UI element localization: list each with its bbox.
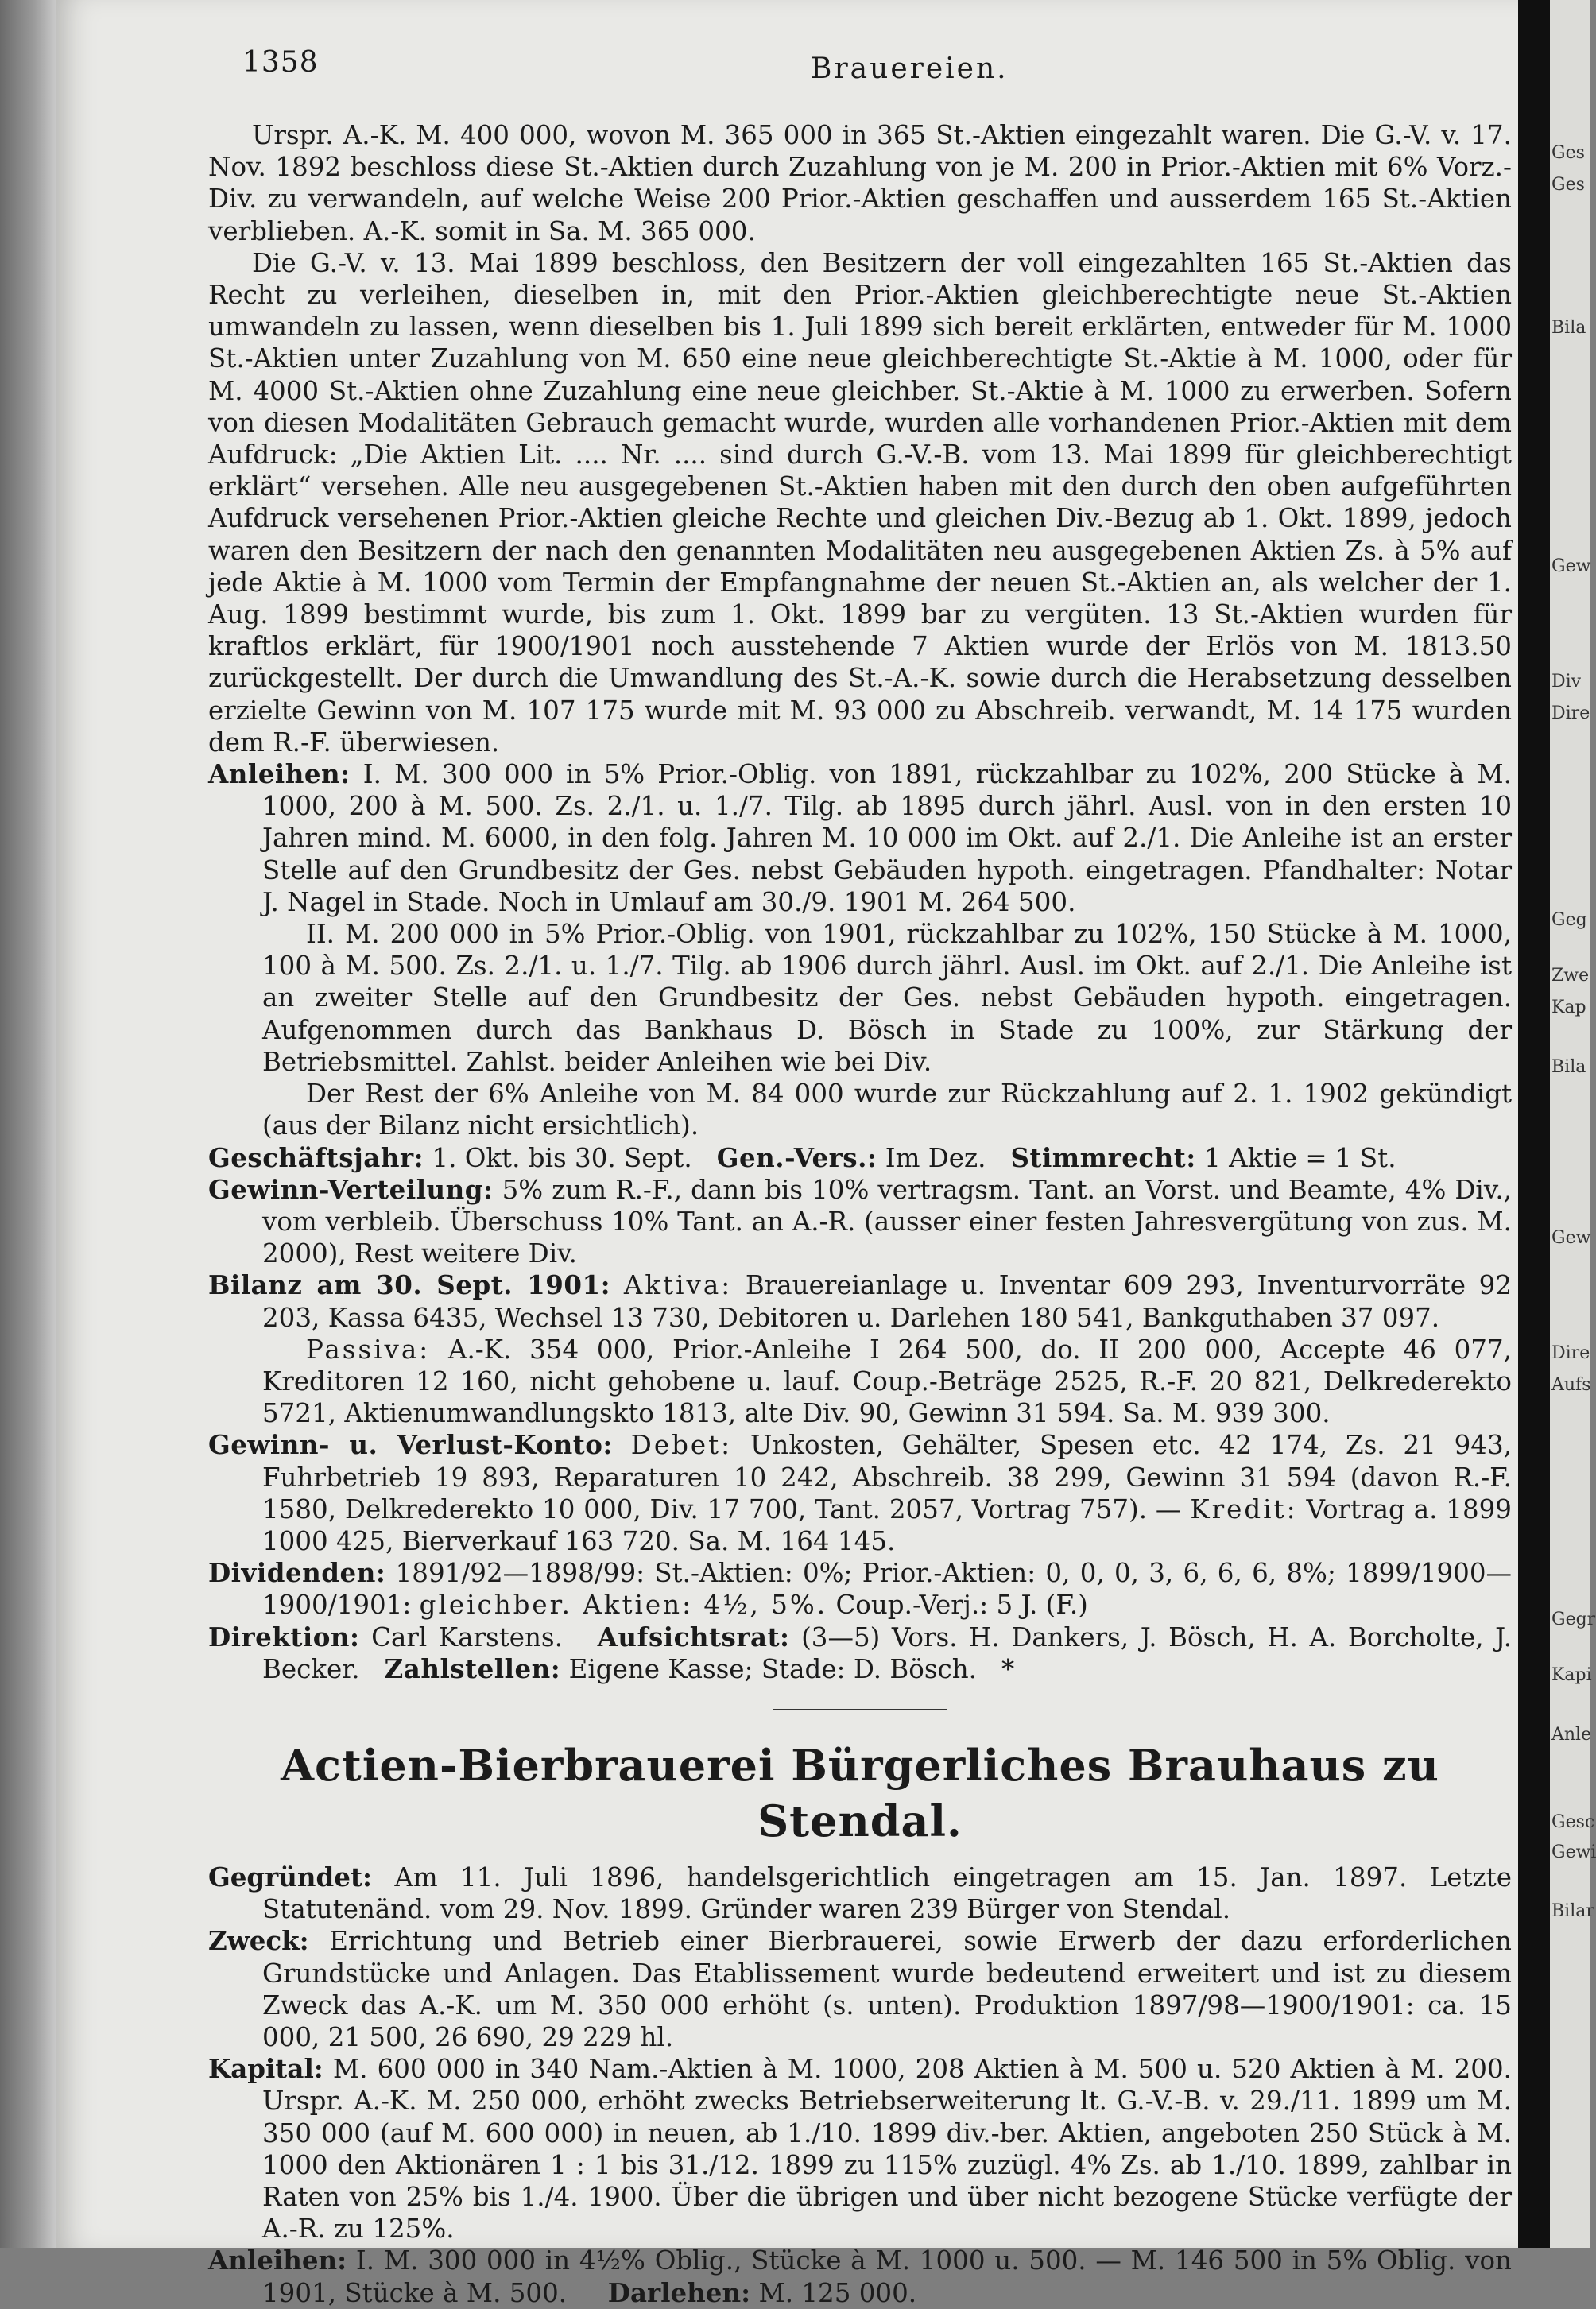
kapital-text: M. 600 000 in 340 Nam.-Aktien à M. 1000, 208 Aktien à M. 500 u. 520 Aktien à M. 200. Urspr. A.-K. M. 250 000, erhöht zwecks Betriebserweiterung lt. G.-V.-B. v. 29./11. 1899 um M. 350 000 (auf M. 600 000) in neuen, ab 1./10. 1899 div.-ber. Aktien, angeboten 250 Stück à M. 1000 den Aktionären 1 : 1 bis 31./12. 1899 zu 115% zuzügl. 4% Zs. ab 1./10. 1899, zahlbar in Raten von 25% bis 1./4. 1900. Über die übrigen und über nicht bezogene Stücke verfügte der A.-R. zu 125%. bbox=[262, 2054, 1512, 2245]
direktion-section bbox=[208, 1621, 1512, 1685]
genvers-label: Gen.-Vers.: bbox=[716, 1141, 877, 1173]
debet-text: Unkosten, Gehälter, Spesen etc. 42 174, Zs. 21 943, Fuhrbetrieb 19 893, Reparaturen 10 242, Abschreib. 38 299, Gewinn 31 594 (davon R.-F. 1580, Delkrederekto 10 000, Div. 17 700, Tant. 2057, Vortrag 757). — bbox=[262, 1430, 1512, 1524]
kapital-section bbox=[208, 2053, 1512, 2245]
zahlstellen-value: Eigene Kasse; Stade: D. Bösch. bbox=[568, 1653, 977, 1684]
stimmrecht-label: Stimmrecht: bbox=[1010, 1141, 1196, 1173]
kredit-text: Vortrag a. 1899 1000 425, Bierverkauf 163 720. Sa. M. 164 145. bbox=[262, 1493, 1512, 1556]
margin-fragment: Ges bbox=[1551, 175, 1585, 195]
bilanz-label: Bilanz am 30. Sept. 1901: bbox=[208, 1269, 611, 1301]
kredit-label: Kredit: bbox=[1190, 1493, 1298, 1524]
gegruendet-label: Gegründet: bbox=[208, 1861, 372, 1893]
margin-fragment: Bilar bbox=[1551, 1901, 1594, 1921]
margin-fragment: Dire bbox=[1551, 703, 1590, 723]
kapital-label: Kapital: bbox=[208, 2053, 323, 2085]
anleihen-rest-text: Der Rest der 6% Anleihe von M. 84 000 wurde zur Rückzahlung auf 2. 1. 1902 gekündigt (aus der Bilanz nicht ersichtlich). bbox=[262, 1079, 1512, 1141]
geschaeftsjahr-line bbox=[208, 1142, 1512, 1174]
geschaeftsjahr-label: Geschäftsjahr: bbox=[208, 1141, 424, 1173]
gewinn-verteilung-text: 5% zum R.-F., dann bis 10% vertragsm. Tant. an Vorst. und Beamte, 4% Div., vom verbleib. Überschuss 10% Tant. an A.-R. (ausser einer festen Jahresvergütung von zus. M. 2000), Rest weitere Div. bbox=[262, 1174, 1512, 1269]
zweck-label: Zweck: bbox=[208, 1925, 309, 1957]
gewinn-verteilung-section bbox=[208, 1174, 1512, 1270]
zweck-section bbox=[208, 1925, 1512, 2053]
margin-fragment: Dire bbox=[1551, 1343, 1590, 1363]
zweck-text: Errichtung und Betrieb einer Bierbrauerei, sowie Erwerb der dazu erforderlichen Grundstücke und Anlagen. Das Etablissement wurde bedeutend erweitert und ist zu diesem Zweck das A.-K. um M. 350 000 erhöht (s. unten). Produktion 1897/98—1900/1901: ca. 15 000, 21 500, 26 690, 29 229 hl. bbox=[262, 1926, 1512, 2052]
margin-fragment: Gew bbox=[1551, 1228, 1591, 1248]
aktiva-text: Brauereianlage u. Inventar 609 293, Inventurvorräte 92 203, Kassa 6435, Wechsel 13 730, Debitoren u. Darlehen 180 541, Bankguthaben 37 097. bbox=[262, 1270, 1513, 1333]
anleihen-label: Anleihen: bbox=[208, 758, 351, 790]
darlehen-text: M. 125 000. bbox=[758, 2277, 917, 2308]
dividenden-text-a: 1891/92—1898/99: St.-Aktien: 0%; Prior.-Aktien: 0, 0, 0, 3, 6, 6, 6, 8%; 1899/1900—1900/1901: bbox=[262, 1558, 1512, 1621]
margin-fragment: Gesc bbox=[1551, 1812, 1595, 1832]
capital-history-paragraph: Urspr. A.-K. M. 400 000, wovon M. 365 000 in 365 St.-Aktien eingezahlt waren. Die G.-V. v. 17. Nov. 1892 beschloss diese St.-Aktien durch Zuzahlung von je M. 200 in Prior.-Aktien mit 6% Vorz.-Div. zu verwandeln, auf welche Weise 200 Prior.-Aktien geschaffen und ausserdem 165 St.-Aktien verblieben. A.-K. somit in Sa. M. 365 000. bbox=[208, 120, 1512, 246]
gewinn-verteilung-label: Gewinn-Verteilung: bbox=[208, 1173, 494, 1205]
passiva-label: Passiva: bbox=[306, 1334, 431, 1365]
margin-fragment: Kap bbox=[1551, 998, 1586, 1017]
aufsichtsrat-value: (3—5) Vors. H. Dankers, J. Bösch, H. A. Borcholte, J. Becker. bbox=[262, 1621, 1512, 1684]
passiva-text: A.-K. 354 000, Prior.-Anleihe I 264 500, do. II 200 000, Accepte 46 077, Kreditoren 12 160, nicht gehobene u. lauf. Coup.-Beträge 2525, R.-F. 20 821, Delkrederekto 5721, Aktienumwandlungskto 1813, alte Div. 90, Gewinn 31 594. Sa. M. 939 300. bbox=[262, 1334, 1512, 1429]
dividenden-section bbox=[208, 1557, 1512, 1621]
adjacent-page-edge bbox=[1550, 0, 1596, 2248]
margin-fragment: Anle bbox=[1551, 1725, 1592, 1745]
conversion-paragraph: Die G.-V. v. 13. Mai 1899 beschloss, den Besitzern der voll eingezahlten 165 St.-Aktien das Recht zu verleihen, dieselben in, mit den Prior.-Aktien gleichberechtigte neue St.-Aktien umwandeln zu lassen, wenn dieselben bis 1. Juli 1899 sich bereit erklärten, entweder für M. 1000 St.-Aktien unter Zuzahlung von M. 650 eine neue gleichberechtigte St.-Aktie à M. 1000, oder für M. 4000 St.-Aktien ohne Zuzahlung eine neue gleichber. St.-Aktie à M. 1000 zu erwerben. Sofern von diesen Modalitäten Gebrauch gemacht wurde, wurden alle vorhandenen Prior.-Aktien mit dem Aufdruck: „Die Aktien Lit. .... Nr. .... sind durch G.-V.-B. vom 13. Mai 1899 für gleichberechtigt erklärt“ versehen. Alle neu ausgegebenen St.-Aktien haben mit den durch den oben aufgeführten Aufdruck versehenen Prior.-Aktien gleiche Rechte und gleichen Div.-Bezug ab 1. Okt. 1899, jedoch waren den Besitzern der nach den genannten Modalitäten neu ausgegebenen Aktien Zs. à 5% auf jede Aktie à M. 1000 vom Termin der Empfangnahme der neuen St.-Aktien an, als welcher der 1. Aug. 1899 bestimmt wurde, bis zum 1. Okt. 1899 bar zu vergüten. 13 St.-Aktien wurden für kraftlos erklärt, für 1900/1901 noch ausstehende 7 Aktien wurde der Erlös von M. 1813.50 zurückgestellt. Der durch die Umwandlung des St.-A.-K. sowie durch die Herabsetzung desselben erzielte Gewinn von M. 107 175 wurde mit M. 93 000 zu Abschreib. verwandt, M. 14 175 wurden dem R.-F. überwiesen. bbox=[208, 247, 1512, 757]
dividenden-label: Dividenden: bbox=[208, 1557, 386, 1589]
entry2-anleihen-section bbox=[208, 2245, 1512, 2308]
margin-fragment: Gewi bbox=[1551, 1842, 1596, 1862]
page-text bbox=[208, 119, 1512, 2309]
anleihen-one-text: I. M. 300 000 in 5% Prior.-Oblig. von 1891, rückzahlbar zu 102%, 200 Stücke à M. 1000, 200 à M. 500. Zs. 2./1. u. 1./7. Tilg. ab 1895 durch jährl. Ausl. von in den ersten 10 Jahren mind. M. 6000, in den folg. Jahren M. 10 000 im Okt. auf 2./1. Die Anleihe ist an erster Stelle auf den Grundbesitz der Ges. nebst Gebäuden hypoth. eingetragen. Pfandhalter: Notar J. Nagel in Stade. Noch in Umlauf am 30./9. 1901 M. 264 500. bbox=[262, 759, 1512, 917]
book-gutter bbox=[1518, 0, 1550, 2248]
gegruendet-section bbox=[208, 1862, 1512, 1925]
entry2-anleihen-label: Anleihen: bbox=[208, 2245, 347, 2276]
geschaeftsjahr-value: 1. Okt. bis 30. Sept. bbox=[432, 1142, 692, 1173]
margin-fragment: Bila bbox=[1551, 318, 1586, 338]
anleihen-section bbox=[208, 758, 1512, 918]
dividenden-text-b: gleichber. Aktien: 4½, 5%. bbox=[419, 1590, 828, 1621]
darlehen-label: Darlehen: bbox=[607, 2276, 751, 2308]
aktiva-label: Aktiva: bbox=[623, 1270, 733, 1301]
margin-fragment: Aufs bbox=[1551, 1375, 1591, 1395]
anleihen-two-text: II. M. 200 000 in 5% Prior.-Oblig. von 1901, rückzahlbar zu 102%, 150 Stücke à M. 1000, 100 à M. 500. Zs. 2./1. u. 1./7. Tilg. ab 1906 durch jährl. Ausl. im Okt. auf 2./1. Die Anleihe ist an zweiter Stelle auf den Grundbesitz der Ges. nebst Gebäuden hypoth. eingetragen. Aufgenommen durch das Bankhaus D. Bösch in Stade zu 100%, zur Stärkung der Betriebsmittel. Zahlst. beider Anleihen wie bei Div. bbox=[262, 919, 1512, 1077]
debet-label: Debet: bbox=[630, 1430, 733, 1461]
guv-label: Gewinn- u. Verlust-Konto: bbox=[208, 1429, 613, 1461]
aufsichtsrat-label: Aufsichtsrat: bbox=[597, 1621, 790, 1652]
zahlstellen-label: Zahlstellen: bbox=[384, 1652, 561, 1684]
direktion-value: Carl Karstens. bbox=[371, 1621, 563, 1652]
margin-fragment: Gegr bbox=[1551, 1610, 1596, 1629]
entry2-anleihen-text: I. M. 300 000 in 4½% Oblig., Stücke à M. 1000 u. 500. — M. 146 500 in 5% Oblig. von 1901, Stücke à M. 500. bbox=[262, 2245, 1512, 2308]
entry-end-mark: * bbox=[1001, 1653, 1015, 1684]
company-title: Actien-Bierbrauerei Bürgerliches Brauhaus zu Stendal. bbox=[281, 1739, 1439, 1846]
page-header bbox=[242, 46, 1498, 86]
bilanz-passiva bbox=[208, 1334, 1512, 1430]
margin-fragment: Bila bbox=[1551, 1057, 1586, 1077]
direktion-label: Direktion: bbox=[208, 1621, 360, 1652]
anleihen-continued bbox=[208, 918, 1512, 1141]
bilanz-section bbox=[208, 1269, 1512, 1333]
section-divider bbox=[773, 1709, 947, 1710]
margin-fragment: Geg bbox=[1551, 910, 1587, 930]
margin-fragment: Zwe bbox=[1551, 966, 1590, 986]
running-title: Brauereien. bbox=[811, 52, 1009, 85]
genvers-value: Im Dez. bbox=[885, 1142, 986, 1173]
guv-section bbox=[208, 1429, 1512, 1557]
gegruendet-text: Am 11. Juli 1896, handelsgerichtlich eingetragen am 15. Jan. 1897. Letzte Statutenänd. vom 29. Nov. 1899. Gründer waren 239 Bürger von Stendal. bbox=[262, 1862, 1512, 1925]
stimmrecht-value: 1 Aktie = 1 St. bbox=[1204, 1142, 1396, 1173]
margin-fragment: Ges bbox=[1551, 143, 1585, 163]
page-number: 1358 bbox=[242, 46, 319, 79]
margin-fragment: Div bbox=[1551, 672, 1582, 692]
margin-fragment: Kapi bbox=[1551, 1665, 1592, 1685]
margin-fragment: Gew bbox=[1551, 556, 1591, 576]
book-spine-left bbox=[0, 0, 56, 2248]
dividenden-text-c: Coup.-Verj.: 5 J. (F.) bbox=[835, 1590, 1088, 1621]
